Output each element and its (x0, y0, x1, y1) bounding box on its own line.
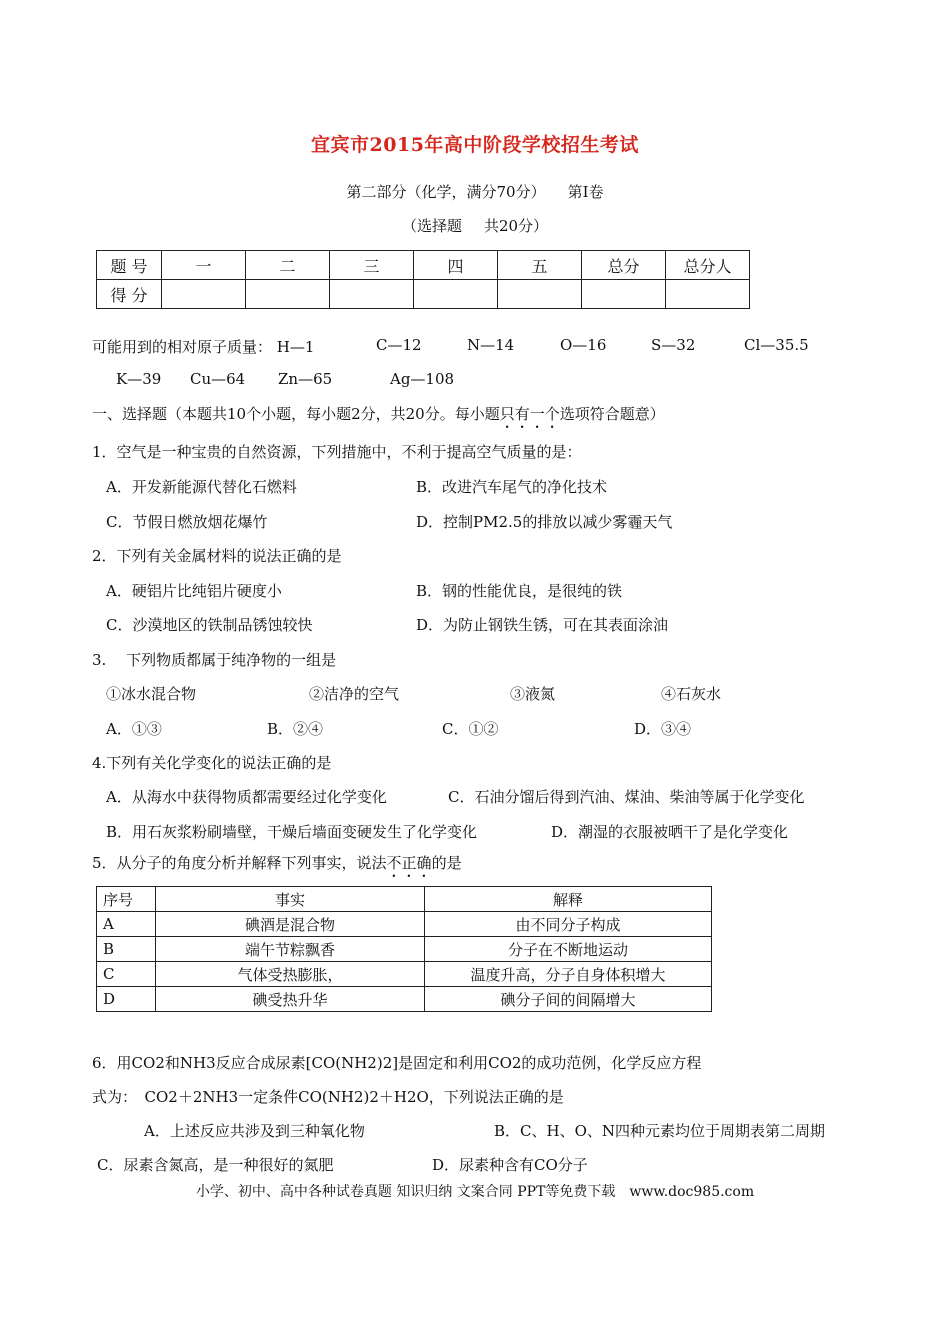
facts-table (96, 886, 712, 1012)
q3-item: ③液氮 (510, 685, 556, 703)
score-header-cell: 四 (414, 251, 498, 280)
section-heading-text: 一、选择题（本题共10个小题，每小题2分，共20分。每小题 (92, 405, 500, 423)
facts-id: D (97, 987, 156, 1012)
facts-id: A (97, 912, 156, 937)
facts-header-cell: 序号 (97, 887, 156, 912)
section-heading-emphasis: 只有一个 (499, 405, 560, 423)
facts-explanation: 碘分子间的间隔增大 (425, 987, 712, 1012)
q2-option-b[interactable]: B．钢的性能优良，是很纯的铁 (416, 582, 623, 600)
q3-option-c[interactable]: C．①② (442, 720, 499, 738)
score-header-cell: 题 号 (97, 251, 162, 280)
score-table (96, 250, 750, 309)
facts-header-cell: 解释 (425, 887, 712, 912)
atomic-masses-line1 (92, 336, 314, 357)
q1-option-c[interactable]: C．节假日燃放烟花爆竹 (106, 513, 268, 531)
q3-item: ④石灰水 (661, 685, 722, 703)
section-total: 共20分） (483, 217, 549, 235)
section-subtitle (0, 215, 950, 236)
table-row (97, 912, 712, 937)
q3-option-b[interactable]: B．②④ (267, 720, 324, 738)
q2-option-a[interactable]: A．硬铝片比纯铝片硬度小 (106, 582, 282, 600)
atomic-masses-label: 可能用到的相对原子质量： (92, 338, 273, 356)
volume-label: 第Ⅰ卷 (567, 183, 604, 201)
atomic-mass: Ag—108 (390, 370, 455, 388)
score-cell[interactable] (162, 280, 246, 309)
q6-option-b[interactable]: B．C、H、O、N四种元素均位于周期表第二周期 (494, 1122, 826, 1140)
part-label: 第二部分（化学，满分70分） (346, 183, 546, 201)
atomic-mass: S—32 (651, 336, 696, 354)
score-table-header (97, 251, 750, 280)
score-header-cell: 三 (330, 251, 414, 280)
facts-explanation: 由不同分子构成 (425, 912, 712, 937)
atomic-mass: H—1 (276, 338, 315, 356)
q1-option-b[interactable]: B．改进汽车尾气的净化技术 (416, 478, 608, 496)
q4-option-c[interactable]: C．石油分馏后得到汽油、煤油、柴油等属于化学变化 (448, 788, 805, 806)
q6-stem-line1: 6．用CO2和NH3反应合成尿素[CO(NH2)2]是固定和利用CO2的成功范例，化学反应方程 (92, 1054, 702, 1072)
facts-header (97, 887, 712, 912)
atomic-mass: N—14 (467, 336, 515, 354)
score-cell[interactable] (414, 280, 498, 309)
q6-option-c[interactable]: C．尿素含氮高，是一种很好的氮肥 (97, 1156, 334, 1174)
score-cell[interactable] (246, 280, 330, 309)
q6-option-d[interactable]: D．尿素种含有CO分子 (432, 1156, 588, 1174)
q1-option-a[interactable]: A．开发新能源代替化石燃料 (106, 478, 297, 496)
q6-stem-line2: 式为： CO2＋2NH3一定条件CO(NH2)2＋H2O，下列说法正确的是 (92, 1088, 564, 1106)
section-type: （选择题 (401, 217, 462, 235)
exam-title: 宜宾市2015年高中阶段学校招生考试 (311, 134, 639, 156)
score-header-cell: 五 (498, 251, 582, 280)
atomic-mass: Cl—35.5 (744, 336, 809, 354)
facts-explanation: 分子在不断地运动 (425, 937, 712, 962)
score-row-label: 得 分 (97, 280, 162, 309)
score-header-cell: 二 (246, 251, 330, 280)
q3-item: ②洁净的空气 (309, 685, 400, 703)
atomic-mass: Cu—64 (190, 370, 246, 388)
q3-item: ①冰水混合物 (106, 685, 197, 703)
score-header-cell: 总分人 (666, 251, 750, 280)
score-header-cell: 一 (162, 251, 246, 280)
q3-stem: 3. 下列物质都属于纯净物的一组是 (92, 651, 337, 669)
score-table-row (97, 280, 750, 309)
q4-stem: 4.下列有关化学变化的说法正确的是 (92, 754, 332, 772)
q2-stem: 2．下列有关金属材料的说法正确的是 (92, 547, 342, 565)
facts-id: C (97, 962, 156, 987)
facts-header-cell: 事实 (156, 887, 425, 912)
facts-explanation: 温度升高，分子自身体积增大 (425, 962, 712, 987)
atomic-mass: O—16 (560, 336, 607, 354)
facts-fact: 气体受热膨胀， (156, 962, 425, 987)
table-row (97, 962, 712, 987)
atomic-mass: K—39 (116, 370, 162, 388)
q4-option-a[interactable]: A．从海水中获得物质都需要经过化学变化 (106, 788, 387, 806)
q5-stem-a: 5．从分子的角度分析并解释下列事实，说法 (92, 854, 387, 872)
q3-option-a[interactable]: A．①③ (106, 720, 162, 738)
q5-stem-b: 的是 (431, 854, 462, 872)
table-row (97, 937, 712, 962)
table-row (97, 987, 712, 1012)
q5-stem-emphasis: 不正确 (386, 854, 432, 872)
q4-option-b[interactable]: B．用石灰浆粉刷墙壁，干燥后墙面变硬发生了化学变化 (106, 823, 478, 841)
q6-option-a[interactable]: A．上述反应共涉及到三种氧化物 (144, 1122, 365, 1140)
atomic-mass: C—12 (376, 336, 422, 354)
q2-option-c[interactable]: C．沙漠地区的铁制品锈蚀较快 (106, 616, 313, 634)
facts-fact: 碘受热升华 (156, 987, 425, 1012)
facts-fact: 碘酒是混合物 (156, 912, 425, 937)
score-cell[interactable] (582, 280, 666, 309)
page-footer: 小学、初中、高中各种试卷真题 知识归纳 文案合同 PPT等免费下载 www.doc985.com (195, 1184, 755, 1200)
q1-option-d[interactable]: D．控制PM2.5的排放以减少雾霾天气 (416, 513, 673, 531)
atomic-mass: Zn—65 (278, 370, 333, 388)
score-header-cell: 总分 (582, 251, 666, 280)
q5-stem (92, 852, 462, 881)
score-cell[interactable] (330, 280, 414, 309)
score-cell[interactable] (498, 280, 582, 309)
facts-fact: 端午节粽飘香 (156, 937, 425, 962)
section-heading (92, 403, 665, 432)
q3-option-d[interactable]: D．③④ (634, 720, 692, 738)
facts-id: B (97, 937, 156, 962)
section-heading-tail: 选项符合题意） (559, 405, 665, 423)
q4-option-d[interactable]: D．潮湿的衣服被晒干了是化学变化 (551, 823, 789, 841)
score-cell[interactable] (666, 280, 750, 309)
q1-stem: 1．空气是一种宝贵的自然资源，下列措施中，不利于提高空气质量的是： (92, 443, 582, 461)
q2-option-d[interactable]: D．为防止钢铁生锈，可在其表面涂油 (416, 616, 669, 634)
part-subtitle (0, 181, 950, 202)
